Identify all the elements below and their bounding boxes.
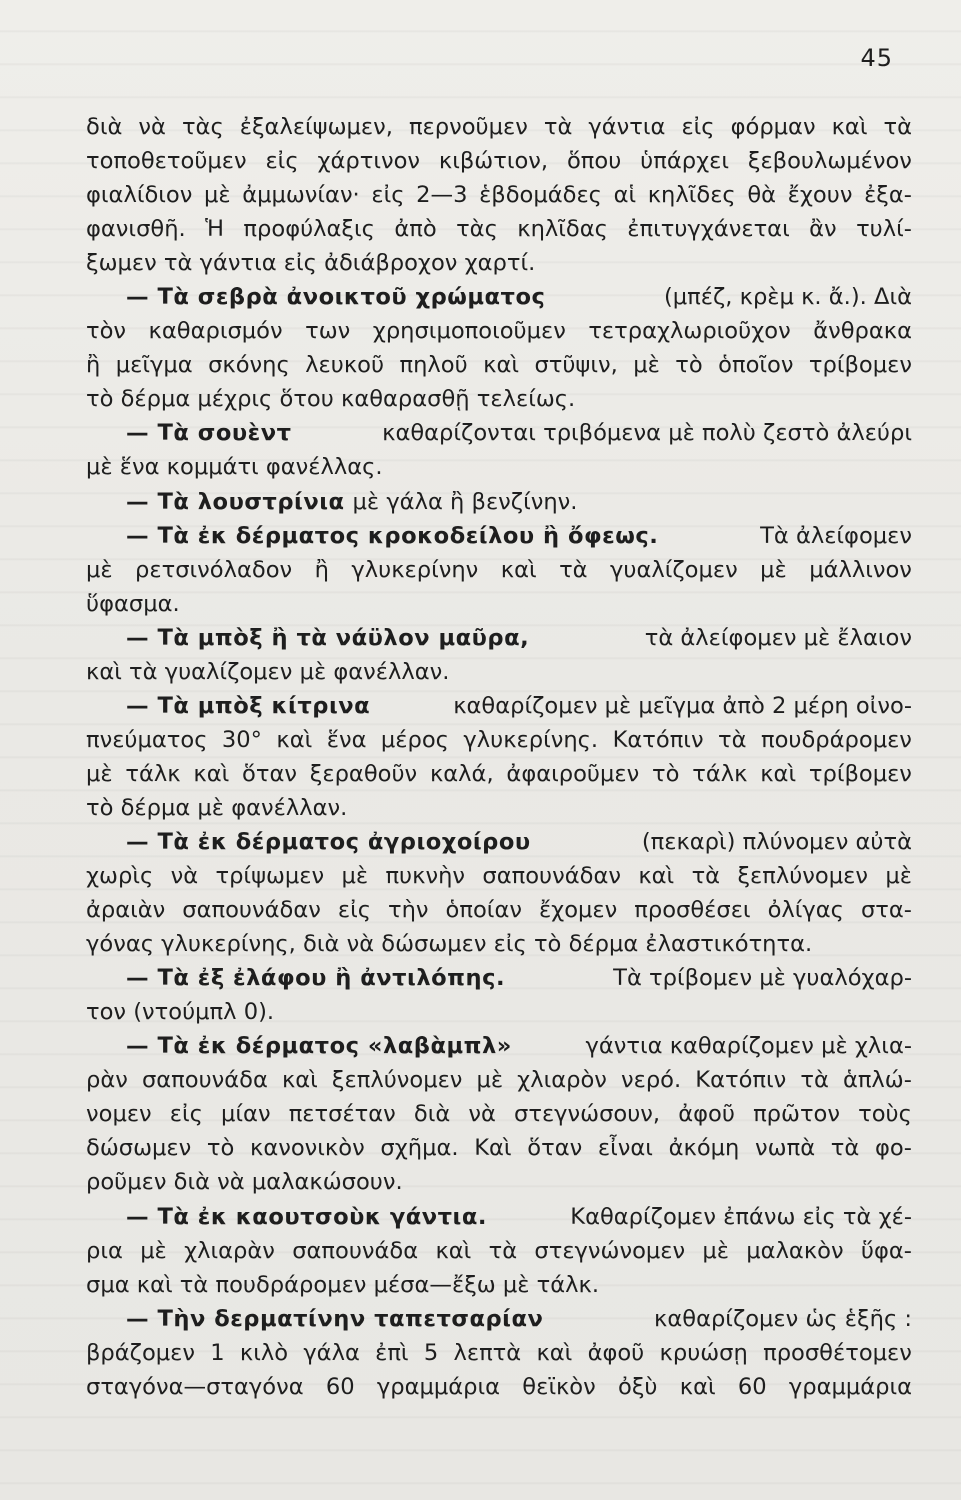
word: λεπτὰ: [453, 1339, 522, 1366]
text-line: [86, 655, 912, 689]
word: ὀξὺ: [618, 1373, 658, 1400]
word: καὶ: [760, 760, 797, 787]
word: τὰ: [559, 556, 588, 583]
word: γυαλίζομεν: [610, 556, 738, 583]
word: γλυκερίνην: [351, 556, 479, 583]
word: νωπὰ: [755, 1135, 816, 1162]
word: μὲ: [140, 1237, 167, 1264]
word: τοὺς: [858, 1101, 912, 1128]
text-line: [86, 995, 912, 1029]
word: ξεραθοῦν: [309, 760, 418, 787]
word: μὲ: [341, 863, 369, 890]
text-line: [86, 757, 912, 791]
word: μεῖγμα: [115, 352, 193, 379]
word: ἢ: [314, 556, 329, 583]
text-line: [86, 961, 912, 995]
text-segment: ὕφασμα.: [86, 590, 180, 617]
word: τὴν: [388, 897, 429, 924]
text-line: [86, 825, 912, 859]
word: γραμμάρια: [376, 1373, 501, 1400]
text-segment: γόνας γλυκερίνης, διὰ νὰ δώσωμεν εἰς τὸ δέρμα ἐλαστικότητα.: [86, 931, 813, 958]
word: ἢ: [86, 352, 101, 379]
text-line: [86, 927, 912, 961]
word: ἔχομεν: [538, 897, 618, 924]
text-segment: γάντια καθαρίζομεν μὲ χλια-: [585, 1033, 912, 1060]
word: ἐπιτυγχάνεται: [627, 216, 790, 243]
word: δώσωμεν: [86, 1135, 192, 1162]
text-line: [86, 1268, 912, 1302]
word: εἰς: [169, 1101, 203, 1128]
word: μίαν: [221, 1101, 271, 1128]
word: τὰ: [488, 1237, 518, 1264]
word: ὕφα-: [860, 1237, 912, 1264]
text-line: [86, 1234, 912, 1268]
text-line: [86, 1131, 912, 1165]
word: τὰς: [181, 114, 224, 140]
section-heading: — Τὰ ἐκ δέρματος κροκοδείλου ἢ ὄφεως.: [126, 522, 659, 549]
word: ρια: [86, 1237, 123, 1264]
word: κιλὸ: [239, 1339, 289, 1366]
word: ἄνθρακα: [813, 318, 912, 345]
text-line: [86, 1165, 912, 1199]
word: 60: [737, 1373, 767, 1400]
word: πουδράρομεν: [760, 726, 912, 753]
text-line: [86, 621, 912, 655]
text-segment: καθαρίζομεν ὡς ἑξῆς :: [654, 1305, 912, 1332]
text-segment: τον (ντούμπλ 0).: [86, 999, 275, 1026]
word: κηλῖδες: [647, 182, 736, 209]
word: 2—3: [416, 182, 468, 209]
word: μὲ: [86, 760, 113, 787]
section-heading: — Τὰ ἐκ δέρματος «λαβὰμπλ»: [126, 1033, 512, 1060]
word: καὶ: [831, 114, 868, 140]
word: ρετσινόλαδον: [135, 556, 293, 583]
word: χρησιμοποιοῦμεν: [372, 318, 566, 345]
word: τοποθετοῦμεν: [86, 148, 247, 175]
word: 5: [423, 1339, 439, 1366]
word: χωρὶς: [86, 863, 154, 890]
word: τάλκ: [692, 760, 748, 787]
word: τὸ: [652, 760, 680, 787]
section-heading: — Τὰ μπὸξ κίτρινα: [126, 692, 371, 719]
word: νομεν: [86, 1101, 152, 1128]
text-line: [86, 553, 912, 587]
word: σταγόνα—σταγόνα: [86, 1373, 304, 1400]
text-line: [86, 1302, 912, 1336]
text-line: [86, 1097, 912, 1131]
section-heading: — Τὰ ἐκ δέρματος ἀγριοχοίρου: [126, 828, 531, 855]
word: ὁποίαν: [445, 897, 522, 924]
word: ἀπὸ: [394, 216, 437, 243]
word: ἐπὶ: [375, 1339, 409, 1366]
word: χάρτινον: [317, 148, 421, 175]
word: ἐξαλείψωμεν,: [239, 114, 393, 140]
word: γραμμάρια: [788, 1373, 912, 1400]
word: τὰ: [800, 1067, 829, 1094]
word: μὲ: [885, 863, 912, 890]
word: προσθέσει: [634, 897, 751, 924]
word: ἀκόμη: [668, 1135, 740, 1162]
word: στῦψιν,: [534, 352, 618, 379]
text-segment: τὸ δέρμα μέχρις ὅτου καθαρασθῇ τελείως.: [86, 386, 576, 413]
word: νὰ: [138, 114, 166, 140]
text-segment: τὰ ἀλείφομεν μὲ ἔλαιον: [644, 624, 912, 651]
word: σχῆμα.: [380, 1135, 459, 1162]
word: ἂν: [809, 216, 837, 243]
word: κρυώσῃ: [659, 1339, 748, 1366]
word: θεϊκὸν: [522, 1373, 596, 1400]
section-heading: — Τὴν δερματίνην ταπετσαρίαν: [126, 1305, 544, 1332]
word: αἱ: [613, 182, 637, 209]
word: ὅταν: [242, 760, 297, 787]
word: σαπουνάδαν: [182, 897, 321, 924]
word: ἀφαιροῦμεν: [506, 760, 640, 787]
word: Κατόπιν: [612, 726, 704, 753]
text-segment: Καθαρίζομεν ἐπάνω εἰς τὰ χέ-: [570, 1203, 912, 1230]
word: τρίβομεν: [808, 760, 912, 787]
word: καὶ: [500, 556, 537, 583]
word: Ἡ: [205, 216, 225, 243]
text-line: [86, 178, 912, 212]
word: νὰ: [170, 863, 199, 890]
word: καὶ: [483, 352, 519, 379]
text-line: [86, 859, 912, 893]
word: διὰ: [86, 114, 123, 140]
word: πνεύματος: [86, 726, 208, 753]
word: σαπουνάδα: [141, 1067, 268, 1094]
word: 30°: [221, 726, 262, 753]
word: ὑπάρχει: [640, 148, 729, 175]
word: πρῶτον: [753, 1101, 840, 1128]
word: μάλλινον: [809, 556, 912, 583]
text-line: [86, 1200, 912, 1234]
word: κηλῖδας: [517, 216, 608, 243]
page-number: 45: [860, 44, 893, 72]
section-heading: — Τὰ ἐξ ἐλάφου ἢ ἀντιλόπης.: [126, 965, 506, 992]
word: ὀλίγας: [767, 897, 844, 924]
word: ὅπου: [566, 148, 622, 175]
word: γάλα: [303, 1339, 360, 1366]
word: τρίβομεν: [808, 352, 912, 379]
text-line: [86, 485, 912, 519]
word: ὁποῖον: [718, 352, 794, 379]
word: ἔχουν: [787, 182, 853, 209]
text-line: [86, 893, 912, 927]
word: 1: [210, 1339, 225, 1366]
text-segment: ροῦμεν διὰ νὰ μαλακώσουν.: [86, 1169, 403, 1196]
word: σαπουνάδαν: [482, 863, 621, 890]
word: στεγνώσουν,: [514, 1101, 661, 1128]
word: γάντια: [588, 114, 666, 140]
body-text: [86, 110, 912, 1404]
word: κιβώτιον,: [438, 148, 549, 175]
word: μὲ: [204, 182, 231, 209]
word: φο-: [874, 1135, 912, 1162]
word: μὲ: [86, 556, 113, 583]
word: σαπουνάδα: [292, 1237, 419, 1264]
text-line: [86, 246, 912, 280]
text-line: [86, 1063, 912, 1097]
word: Καὶ: [474, 1135, 512, 1162]
word: πετσέταν: [288, 1101, 396, 1128]
text-line: [86, 280, 912, 314]
section-heading: — Τὰ σουὲντ: [126, 420, 292, 447]
word: διὰ: [413, 1101, 451, 1128]
text-line: [86, 110, 912, 144]
section-heading: — Τὰ ἐκ καουτσοὺκ γάντια.: [126, 1203, 487, 1230]
text-segment: μὲ ἕνα κομμάτι φανέλλας.: [86, 454, 383, 481]
word: ὅταν: [527, 1135, 583, 1162]
word: ἀφοῦ: [587, 1339, 645, 1366]
word: τὸ: [675, 352, 703, 379]
word: μὲ: [760, 556, 787, 583]
word: ρὰν: [86, 1067, 128, 1094]
word: τὰ: [718, 726, 747, 753]
word: καὶ: [281, 1067, 318, 1094]
text-line: [86, 382, 912, 416]
word: βράζομεν: [86, 1339, 195, 1366]
word: λευκοῦ: [305, 352, 385, 379]
word: καὶ: [193, 760, 230, 787]
word: καὶ: [276, 726, 313, 753]
word: στεγνώνομεν: [534, 1237, 686, 1264]
word: μὲ: [476, 1067, 504, 1094]
word: ἀμμωνίαν·: [242, 182, 360, 209]
word: εἶναι: [597, 1135, 653, 1162]
word: τὰ: [691, 863, 721, 890]
section-heading: — Τὰ σεβρὰ ἀνοικτοῦ χρώματος: [126, 284, 546, 311]
word: ξεπλύνομεν: [737, 863, 868, 890]
word: τὰ: [883, 114, 912, 140]
word: περνοῦμεν: [408, 114, 528, 140]
text-line: [86, 689, 912, 723]
word: καθαρισμόν: [148, 318, 283, 345]
word: εἰς: [371, 182, 405, 209]
section-heading: — Τὰ μπὸξ ἢ τὰ νάϋλον μαῦρα,: [126, 624, 530, 651]
word: 60: [325, 1373, 355, 1400]
word: τυλί-: [856, 216, 912, 243]
word: τὰ: [543, 114, 573, 140]
word: ἀφοῦ: [678, 1101, 735, 1128]
word: εἰς: [265, 148, 299, 175]
text-line: [86, 1370, 912, 1404]
word: τὸ: [206, 1135, 235, 1162]
text-line: [86, 144, 912, 178]
word: στα-: [860, 897, 912, 924]
word: χλιαρὸν: [517, 1067, 607, 1094]
word: φόρμαν: [730, 114, 816, 140]
word: νερό.: [621, 1067, 682, 1094]
word: ἐξα-: [864, 182, 912, 209]
word: ἑβδομάδες: [479, 182, 602, 209]
word: τρίψωμεν: [215, 863, 325, 890]
text-segment: Τὰ ἀλείφομεν: [760, 522, 912, 549]
word: ἀραιὰν: [86, 897, 166, 924]
word: φανισθῆ.: [86, 216, 186, 243]
word: μέρος: [380, 726, 449, 753]
word: ξεβουλωμένον: [747, 148, 912, 175]
text-line: [86, 587, 912, 621]
text-line: [86, 450, 912, 484]
word: καὶ: [435, 1237, 472, 1264]
text-line: [86, 314, 912, 348]
text-line: [86, 723, 912, 757]
text-line: [86, 791, 912, 825]
word: εἰς: [337, 897, 371, 924]
word: χλιαρὰν: [184, 1237, 275, 1264]
word: εἰς: [681, 114, 715, 140]
word: ἕνα: [326, 726, 367, 753]
text-line: [86, 1029, 912, 1063]
word: τὰ: [830, 1135, 860, 1162]
word: καὶ: [679, 1373, 716, 1400]
word: καὶ: [638, 863, 675, 890]
word: τὸν: [86, 318, 127, 345]
word: προφύλαξις: [243, 216, 375, 243]
section-heading: — Τὰ λουστρίνια: [126, 488, 345, 515]
text-segment: σμα καὶ τὰ πουδράρομεν μέσα—ἔξω μὲ τάλκ.: [86, 1271, 600, 1298]
text-segment: (μπέζ, κρὲμ κ. ἄ.). Διὰ: [663, 284, 912, 311]
word: κανονικὸν: [250, 1135, 365, 1162]
word: φιαλίδιον: [86, 182, 193, 209]
word: γλυκερίνης.: [463, 726, 599, 753]
text-line: [86, 416, 912, 450]
text-line: [86, 212, 912, 246]
text-segment: τὸ δέρμα μὲ φανέλλαν.: [86, 794, 348, 821]
text-line: [86, 348, 912, 382]
text-segment: καὶ τὰ γυαλίζομεν μὲ φανέλλαν.: [86, 658, 450, 685]
word: ξεπλύνομεν: [331, 1067, 463, 1094]
text-segment: (πεκαρὶ) πλύνομεν αὐτὰ: [641, 828, 912, 855]
word: τετραχλωριοῦχον: [588, 318, 791, 345]
word: τάλκ: [125, 760, 181, 787]
text-segment: καθαρίζονται τριβόμενα μὲ πολὺ ζεστὸ ἀλεύρι: [382, 420, 912, 447]
word: μὲ: [633, 352, 660, 379]
word: των: [305, 318, 351, 345]
word: Κατόπιν: [695, 1067, 787, 1094]
text-line: [86, 519, 912, 553]
word: νὰ: [468, 1101, 496, 1128]
word: ἁπλώ-: [842, 1067, 912, 1094]
text-segment: μὲ γάλα ἢ βενζίνην.: [352, 488, 578, 515]
word: θὰ: [747, 182, 777, 209]
word: μὲ: [702, 1237, 729, 1264]
word: μαλακὸν: [746, 1237, 844, 1264]
text-line: [86, 1336, 912, 1370]
text-segment: ξωμεν τὰ γάντια εἰς ἀδιάβροχον χαρτί.: [86, 250, 536, 277]
text-segment: καθαρίζομεν μὲ μεῖγμα ἀπὸ 2 μέρη οἰνο-: [453, 692, 912, 719]
word: σκόνης: [208, 352, 290, 379]
word: καλά,: [429, 760, 494, 787]
word: πυκνὴν: [385, 863, 466, 890]
word: καὶ: [536, 1339, 573, 1366]
text-segment: Τὰ τρίβομεν μὲ γυαλόχαρ-: [613, 965, 912, 992]
word: πηλοῦ: [399, 352, 468, 379]
word: τὰς: [456, 216, 498, 243]
word: προσθέτομεν: [763, 1339, 912, 1366]
